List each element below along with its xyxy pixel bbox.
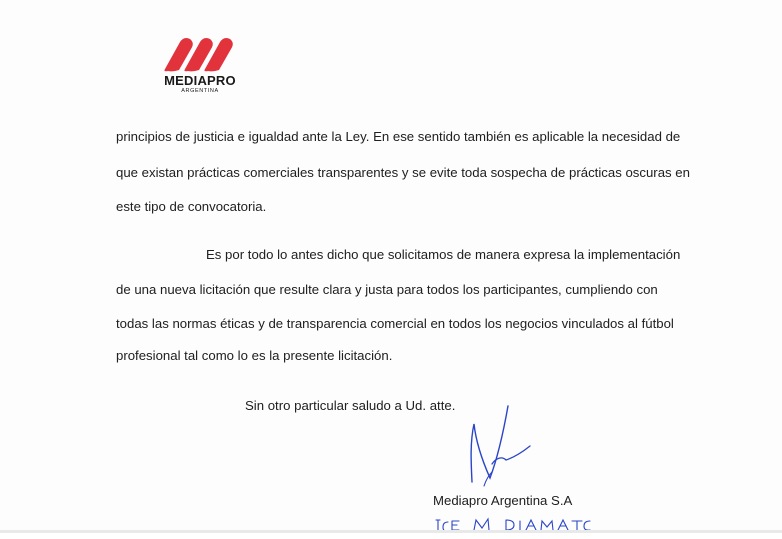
logo-wordmark: MEDIAPRO <box>164 73 236 88</box>
paragraph2-line2: de una nueva licitación que resulte clara y justa para todos los participantes, cumpliendo con <box>116 282 658 297</box>
handwritten-name <box>434 516 594 539</box>
paragraph1-line3: este tipo de convocatoria. <box>116 199 267 214</box>
signature-company: Mediapro Argentina S.A <box>433 493 573 508</box>
paragraph1-line1: principios de justicia e igualdad ante la Ley. En ese sentido también es aplicable la necesidad de <box>116 129 681 144</box>
mediapro-logo-icon <box>162 36 240 72</box>
mediapro-logo <box>150 36 250 96</box>
paragraph1-line2: que existan prácticas comerciales transparentes y se evite toda sospecha de prácticas oscuras en <box>116 165 690 180</box>
closing-line: Sin otro particular saludo a Ud. atte. <box>245 398 456 413</box>
paragraph2-line1: Es por todo lo antes dicho que solicitamos de manera expresa la implementación <box>206 247 681 262</box>
paragraph2-line3: todas las normas éticas y de transparencia comercial en todos los negocios vinculados al fútbol <box>116 316 674 331</box>
signature-mark <box>462 402 542 497</box>
paragraph2-line4: profesional tal como lo es la presente licitación. <box>116 348 393 363</box>
logo-subtitle: ARGENTINA <box>181 88 219 94</box>
